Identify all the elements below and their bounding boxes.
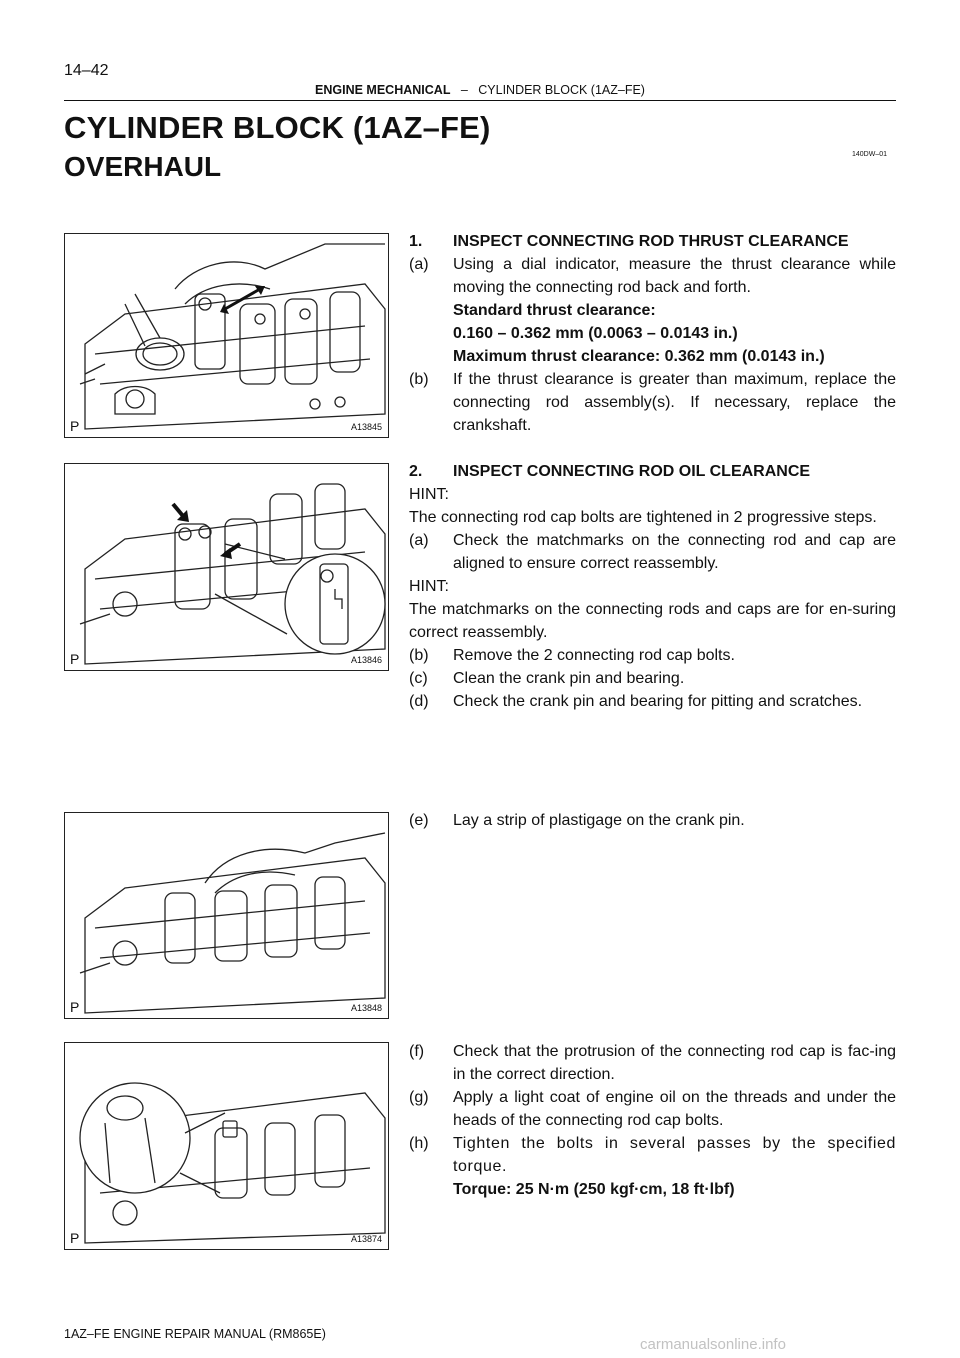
figure-code: A13874: [350, 1234, 382, 1244]
section-heading: [409, 460, 896, 483]
hint-text: The connecting rod cap bolts are tightened in 2 progressive steps.: [409, 509, 877, 526]
item-text: Tighten the bolts in several passes by the specified torque.: [453, 1135, 896, 1175]
item-text: Lay a strip of plastigage on the crank pin.: [453, 812, 745, 829]
figure-p-mark: P: [70, 418, 80, 434]
item-text: Check the matchmarks on the connecting rod and cap are aligned to ensure correct reassembly.: [453, 532, 896, 572]
item-label: (e): [409, 812, 429, 829]
step-heading: INSPECT CONNECTING ROD OIL CLEARANCE: [453, 463, 811, 480]
header-section: ENGINE MECHANICAL: [315, 83, 451, 97]
figure-p-mark: P: [70, 651, 80, 667]
item-label: (g): [409, 1089, 429, 1106]
item-text: Check that the protrusion of the connecting rod cap is fac-ing in the correct direction.: [453, 1043, 896, 1083]
watermark: carmanualsonline.info: [640, 1336, 786, 1353]
section-thrust-clearance: [409, 230, 896, 437]
item-label: (b): [409, 371, 429, 388]
document-code: 140DW–01: [852, 151, 888, 158]
step-a: [409, 253, 896, 299]
figure-plastigage: [64, 812, 389, 1019]
page-footer: 1AZ–FE ENGINE REPAIR MANUAL (RM865E): [64, 1327, 326, 1341]
item-text: Remove the 2 connecting rod cap bolts.: [453, 647, 735, 664]
figure-code: A13848: [350, 1003, 382, 1013]
figure-matchmarks: [64, 463, 389, 671]
step-h: [409, 1132, 896, 1178]
torque-spec: Torque: 25 N·m (250 kgf·cm, 18 ft·lbf): [453, 1181, 735, 1198]
step-f-h-block: [409, 1040, 896, 1201]
figure-cap-direction: [64, 1042, 389, 1250]
item-label: (h): [409, 1135, 429, 1152]
item-text: Apply a light coat of engine oil on the threads and under the heads of the connecting rod cap bolts.: [453, 1089, 896, 1129]
item-label: (d): [409, 693, 429, 710]
item-text: Using a dial indicator, measure the thrust clearance while moving the connecting rod back and forth.: [453, 256, 896, 296]
item-label: (b): [409, 647, 429, 664]
page-title: CYLINDER BLOCK (1AZ–FE): [64, 110, 491, 145]
step-d: [409, 690, 896, 713]
engine-illustration: [65, 234, 389, 438]
item-text: If the thrust clearance is greater than maximum, replace the connecting rod assembly(s). If necessary, replace the crankshaft.: [453, 371, 896, 434]
item-label: (c): [409, 670, 428, 687]
step-g: [409, 1086, 896, 1132]
standard-clearance-label: Standard thrust clearance:: [453, 302, 656, 319]
section-heading: [409, 230, 896, 253]
step-heading: INSPECT CONNECTING ROD THRUST CLEARANCE: [453, 233, 849, 250]
engine-illustration: [65, 813, 389, 1019]
figure-p-mark: P: [70, 1230, 80, 1246]
item-label: (f): [409, 1043, 425, 1060]
header-subsection: CYLINDER BLOCK (1AZ–FE): [478, 83, 645, 97]
step-e-block: [409, 809, 896, 832]
hint-text: The matchmarks on the connecting rods and caps are for en-suring correct reassembly.: [409, 601, 896, 641]
step-b: [409, 368, 896, 437]
step-b: [409, 644, 896, 667]
figure-p-mark: P: [70, 999, 80, 1015]
item-text: Clean the crank pin and bearing.: [453, 670, 685, 687]
hint-label: HINT:: [409, 578, 449, 595]
step-f: [409, 1040, 896, 1086]
engine-illustration: [65, 1043, 389, 1250]
item-label: (a): [409, 256, 429, 273]
running-header: [0, 83, 960, 97]
step-c: [409, 667, 896, 690]
step-number: 1.: [409, 233, 423, 250]
header-separator: –: [460, 83, 468, 97]
figure-thrust-clearance: [64, 233, 389, 438]
section-oil-clearance: [409, 460, 896, 713]
item-text: Check the crank pin and bearing for pitting and scratches.: [453, 693, 863, 710]
step-a: [409, 529, 896, 575]
item-label: (a): [409, 532, 429, 549]
figure-code: A13846: [350, 655, 382, 665]
step-e: [409, 809, 896, 832]
hint-label: HINT:: [409, 486, 449, 503]
step-number: 2.: [409, 463, 423, 480]
header-rule: [64, 100, 896, 101]
figure-code: A13845: [350, 422, 382, 432]
page-subtitle: OVERHAUL: [64, 151, 222, 182]
maximum-clearance: Maximum thrust clearance: 0.362 mm (0.0143 in.): [453, 348, 825, 365]
engine-illustration: [65, 464, 389, 671]
standard-clearance-value: 0.160 – 0.362 mm (0.0063 – 0.0143 in.): [453, 325, 738, 342]
page-number: 14–42: [64, 62, 109, 79]
